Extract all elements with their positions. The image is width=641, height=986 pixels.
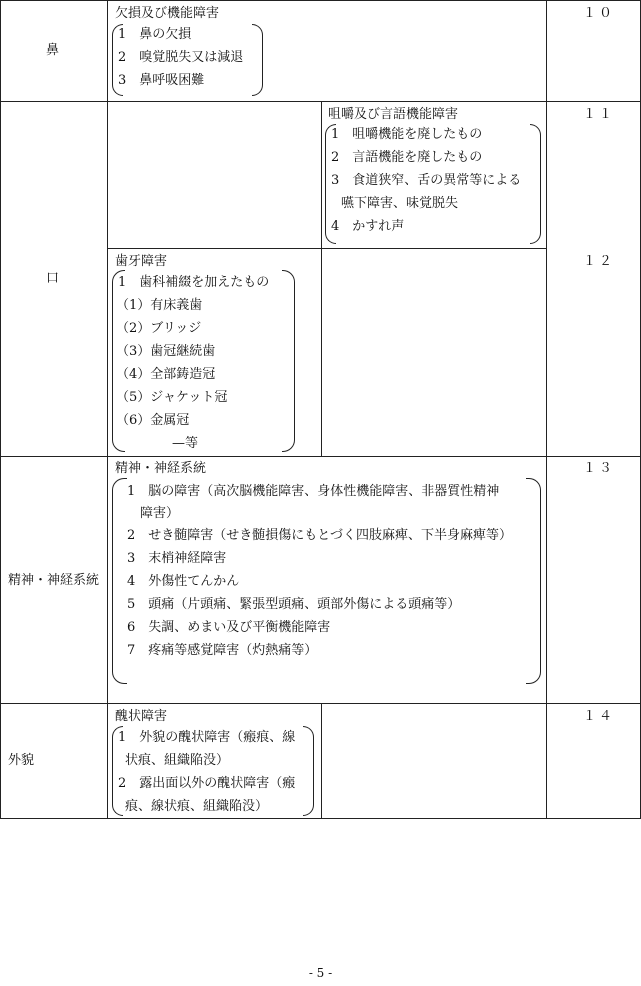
list-item: （1）有床義歯	[116, 298, 203, 313]
category-nose: 鼻	[46, 43, 60, 58]
bracket-right	[530, 124, 541, 244]
category-neuro: 精神・神経系統	[8, 573, 100, 588]
list-item: 3 末梢神経障害	[127, 551, 227, 566]
col-border	[0, 0, 1, 818]
section-heading-scars: 醜状障害	[115, 709, 168, 724]
list-item: 1 脳の障害（高次脳機能障害、身体性機能障害、非器質性精神	[127, 484, 500, 499]
row-border	[107, 248, 547, 249]
row-border	[0, 818, 641, 819]
list-item: （5）ジャケット冠	[116, 390, 228, 405]
col-border	[321, 703, 322, 818]
col-border	[107, 0, 108, 818]
page-number: - 5 -	[308, 966, 333, 980]
category-appearance: 外貌	[8, 753, 35, 768]
list-item: 嚥下障害、味覚脱失	[341, 196, 459, 211]
bracket-right	[303, 726, 314, 816]
bracket-left	[112, 478, 127, 684]
list-item: 6 失調、めまい及び平衡機能障害	[127, 620, 331, 635]
item-number-11: １１	[583, 107, 616, 122]
category-mouth: 口	[46, 271, 60, 286]
list-item: 7 疼痛等感覚障害（灼熱痛等）	[127, 643, 318, 658]
list-item: （3）歯冠継続歯	[116, 344, 216, 359]
list-item: 5 頭痛（片頭痛、緊張型頭痛、頭部外傷による頭痛等）	[127, 597, 461, 612]
bracket-right	[526, 478, 541, 684]
list-item: 1 鼻の欠損	[118, 27, 192, 42]
list-item: 4 かすれ声	[331, 219, 405, 234]
list-item: 2 せき髄障害（せき髄損傷にもとづく四肢麻痺、下半身麻痺等）	[127, 528, 513, 543]
list-item: 1 歯科補綴を加えたもの	[118, 275, 270, 290]
list-item: 2 嗅覚脱失又は減退	[118, 50, 244, 65]
item-number-12: １２	[583, 254, 616, 269]
section-heading-neuro: 精神・神経系統	[115, 461, 207, 476]
bracket-right	[282, 270, 295, 452]
section-heading-teeth: 歯牙障害	[115, 254, 168, 269]
list-item: （6）金属冠	[116, 413, 190, 428]
row-border	[0, 456, 641, 457]
list-item: 痕、線状痕、組織陥没）	[125, 799, 269, 814]
bracket-right	[252, 24, 263, 96]
section-heading-nose: 欠損及び機能障害	[115, 6, 220, 21]
col-border	[546, 0, 547, 818]
list-item: 1 咀嚼機能を廃したもの	[331, 127, 483, 142]
list-item: 3 食道狭窄、舌の異常等による	[331, 173, 522, 188]
list-item: 障害）	[140, 506, 180, 521]
section-heading-mastication: 咀嚼及び言語機能障害	[328, 107, 459, 122]
row-border	[0, 0, 641, 1]
item-number-14: １４	[583, 709, 616, 724]
list-item: （4）全部鋳造冠	[116, 367, 216, 382]
list-item: 3 鼻呼吸困難	[118, 73, 205, 88]
list-item: 1 外貌の醜状障害（瘢痕、線	[118, 730, 296, 745]
list-item: 2 言語機能を廃したもの	[331, 150, 483, 165]
col-border	[321, 101, 322, 456]
list-item: —等	[172, 436, 199, 451]
list-item: 4 外傷性てんかん	[127, 574, 240, 589]
list-item: （2）ブリッジ	[116, 321, 202, 336]
list-item: 2 露出面以外の醜状障害（瘢	[118, 776, 296, 791]
list-item: 状痕、組織陥没）	[125, 753, 230, 768]
item-number-10: １０	[583, 6, 616, 21]
item-number-13: １３	[583, 461, 616, 476]
